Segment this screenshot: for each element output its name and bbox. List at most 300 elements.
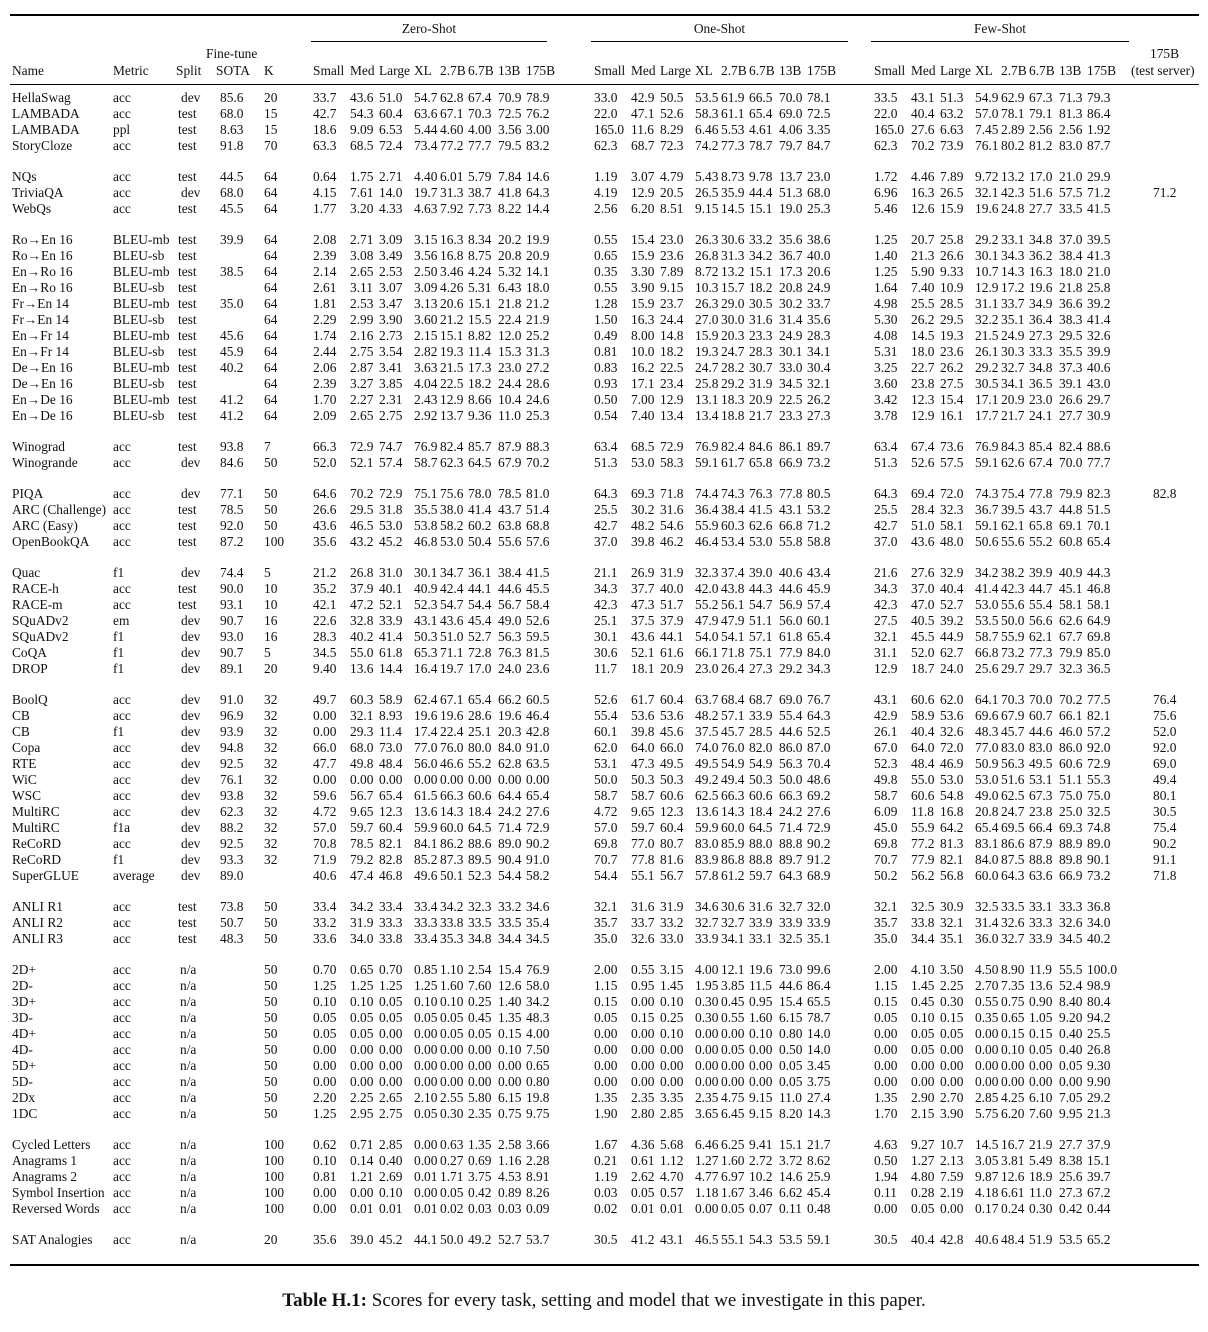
one-shot-small: 53.1 <box>594 756 618 771</box>
zero-shot-small: 0.62 <box>313 1137 337 1152</box>
zero-shot-27b: 16.8 <box>440 248 464 263</box>
few-shot-67b: 24.1 <box>1029 408 1053 423</box>
few-shot-13b: 27.3 <box>1059 1185 1083 1200</box>
split: dev <box>181 486 201 501</box>
k: 50 <box>264 978 278 993</box>
task-name: ARC (Challenge) <box>12 502 107 517</box>
few-shot-xl: 40.6 <box>975 1232 999 1247</box>
few-shot-large: 35.1 <box>940 931 964 946</box>
one-shot-13b: 33.9 <box>779 915 803 930</box>
one-shot-xl: 49.5 <box>695 756 719 771</box>
few-shot-med: 55.9 <box>911 820 935 835</box>
metric: acc <box>113 1201 131 1216</box>
few-shot-67b: 39.9 <box>1029 565 1053 580</box>
few-shot-small: 6.96 <box>874 185 898 200</box>
few-shot-large: 29.5 <box>940 312 964 327</box>
few-shot-27b: 30.3 <box>1001 344 1025 359</box>
k: 64 <box>264 185 278 200</box>
table-row <box>0 1074 1208 1090</box>
one-shot-13b: 3.72 <box>779 1153 803 1168</box>
few-shot-med: 55.0 <box>911 772 935 787</box>
zero-shot-27b: 75.6 <box>440 486 464 501</box>
zero-shot-67b: 11.4 <box>468 344 491 359</box>
few-shot-175b: 85.0 <box>1087 645 1111 660</box>
one-shot-13b: 20.8 <box>779 280 803 295</box>
zero-shot-27b: 7.92 <box>440 201 464 216</box>
one-shot-67b: 0.95 <box>749 994 773 1009</box>
zero-shot-med: 32.1 <box>350 708 374 723</box>
one-shot-13b: 0.05 <box>779 1058 803 1073</box>
zero-shot-27b: 34.7 <box>440 565 464 580</box>
one-shot-xl: 47.9 <box>695 613 719 628</box>
few-shot-large: 26.5 <box>940 185 964 200</box>
test-server-score: 71.2 <box>1153 185 1177 200</box>
one-shot-175b: 90.2 <box>807 836 831 851</box>
one-shot-large: 44.1 <box>660 629 684 644</box>
zero-shot-27b: 87.3 <box>440 852 464 867</box>
few-shot-175b: 36.8 <box>1087 899 1111 914</box>
zero-shot-13b: 64.4 <box>498 788 522 803</box>
one-shot-small: 1.35 <box>594 1090 618 1105</box>
k: 64 <box>264 296 278 311</box>
one-shot-med: 16.2 <box>631 360 655 375</box>
few-shot-27b: 0.15 <box>1001 1026 1025 1041</box>
few-shot-27b: 6.61 <box>1001 1185 1025 1200</box>
one-shot-small: 2.00 <box>594 962 618 977</box>
one-shot-13b: 0.50 <box>779 1042 803 1057</box>
one-shot-med: 0.00 <box>631 1074 655 1089</box>
one-shot-67b: 0.10 <box>749 1026 773 1041</box>
few-shot-27b: 32.7 <box>1001 360 1025 375</box>
zero-shot-13b: 0.10 <box>498 1042 522 1057</box>
few-shot-large: 73.9 <box>940 138 964 153</box>
k: 100 <box>264 1201 285 1216</box>
zero-shot-27b: 46.6 <box>440 756 464 771</box>
few-shot-small: 64.3 <box>874 486 898 501</box>
sota: 93.8 <box>220 439 244 454</box>
metric: acc <box>113 597 131 612</box>
one-shot-67b: 84.6 <box>749 439 773 454</box>
few-shot-175b: 36.5 <box>1087 661 1111 676</box>
col-header-metric: Metric <box>113 63 149 78</box>
few-shot-xl: 32.5 <box>975 899 999 914</box>
one-shot-xl: 48.2 <box>695 708 719 723</box>
one-shot-175b: 64.3 <box>807 708 831 723</box>
task-name: RACE-m <box>12 597 63 612</box>
table-row <box>0 915 1208 931</box>
zero-shot-13b: 52.7 <box>498 1232 522 1247</box>
few-shot-27b: 56.3 <box>1001 756 1025 771</box>
col-header-k: K <box>264 63 274 78</box>
few-shot-med: 26.2 <box>911 312 935 327</box>
zero-shot-small: 0.05 <box>313 1010 337 1025</box>
test-server-score: 30.5 <box>1153 804 1177 819</box>
sota: 48.3 <box>220 931 244 946</box>
one-shot-med: 33.7 <box>631 915 655 930</box>
few-shot-xl: 21.5 <box>975 328 999 343</box>
split: test <box>178 312 197 327</box>
one-shot-67b: 88.8 <box>749 852 773 867</box>
few-shot-27b: 62.5 <box>1001 788 1025 803</box>
zero-shot-175b: 81.5 <box>526 645 550 660</box>
zero-shot-small: 0.00 <box>313 772 337 787</box>
zero-shot-175b: 46.4 <box>526 708 550 723</box>
one-shot-27b: 24.7 <box>721 344 745 359</box>
one-shot-small: 0.55 <box>594 232 618 247</box>
one-shot-67b: 21.7 <box>749 408 773 423</box>
zero-shot-small: 2.61 <box>313 280 337 295</box>
metric: acc <box>113 915 131 930</box>
zero-shot-xl: 2.10 <box>414 1090 438 1105</box>
few-shot-27b: 33.7 <box>1001 296 1025 311</box>
zero-shot-large: 52.1 <box>379 597 403 612</box>
few-shot-small: 5.30 <box>874 312 898 327</box>
few-shot-small: 0.00 <box>874 1074 898 1089</box>
few-shot-large: 16.1 <box>940 408 964 423</box>
few-shot-xl: 0.17 <box>975 1201 999 1216</box>
metric: acc <box>113 534 131 549</box>
one-shot-67b: 33.9 <box>749 708 773 723</box>
few-shot-13b: 89.8 <box>1059 852 1083 867</box>
one-shot-small: 11.7 <box>594 661 617 676</box>
split: test <box>178 169 197 184</box>
one-shot-small: 34.3 <box>594 581 618 596</box>
one-shot-13b: 24.2 <box>779 804 803 819</box>
few-shot-67b: 5.49 <box>1029 1153 1053 1168</box>
one-shot-13b: 19.0 <box>779 201 803 216</box>
one-shot-small: 0.50 <box>594 392 618 407</box>
one-shot-xl: 59.9 <box>695 820 719 835</box>
table-row <box>0 756 1208 772</box>
metric: acc <box>113 899 131 914</box>
zero-shot-175b: 58.0 <box>526 978 550 993</box>
metric: BLEU-sb <box>113 280 165 295</box>
few-shot-27b: 42.3 <box>1001 185 1025 200</box>
few-shot-small: 49.8 <box>874 772 898 787</box>
zero-shot-large: 57.4 <box>379 455 403 470</box>
split: dev <box>181 90 201 105</box>
k: 50 <box>264 931 278 946</box>
one-shot-xl: 0.00 <box>695 1074 719 1089</box>
k: 50 <box>264 486 278 501</box>
few-shot-xl: 17.1 <box>975 392 999 407</box>
one-shot-27b: 0.05 <box>721 1201 745 1216</box>
one-shot-small: 70.7 <box>594 852 618 867</box>
zero-shot-xl: 0.00 <box>414 1074 438 1089</box>
zero-shot-175b: 27.2 <box>526 360 550 375</box>
zero-shot-13b: 4.53 <box>498 1169 522 1184</box>
zero-shot-27b: 82.4 <box>440 439 464 454</box>
zero-shot-med: 79.2 <box>350 852 374 867</box>
zero-shot-small: 22.6 <box>313 613 337 628</box>
few-shot-175b: 69.8 <box>1087 629 1111 644</box>
zero-shot-xl: 4.63 <box>414 201 438 216</box>
one-shot-67b: 4.61 <box>749 122 773 137</box>
few-shot-175b: 55.3 <box>1087 772 1111 787</box>
table-caption <box>0 1290 1208 1312</box>
zero-shot-med: 2.95 <box>350 1106 374 1121</box>
split: n/a <box>180 1201 197 1216</box>
zero-shot-large: 0.00 <box>379 1058 403 1073</box>
few-shot-xl: 31.1 <box>975 296 999 311</box>
zero-shot-175b: 88.3 <box>526 439 550 454</box>
zero-shot-med: 0.00 <box>350 772 374 787</box>
zero-shot-med: 2.65 <box>350 408 374 423</box>
one-shot-27b: 0.00 <box>721 1026 745 1041</box>
col-header-one-large: Large <box>660 63 691 78</box>
bottom-rule <box>10 1264 1199 1266</box>
one-shot-xl: 49.2 <box>695 772 719 787</box>
zero-shot-67b: 3.75 <box>468 1169 492 1184</box>
col-header-zero-175b: 175B <box>526 63 556 78</box>
col-header-zero-67b: 6.7B <box>468 63 494 78</box>
one-shot-large: 46.2 <box>660 534 684 549</box>
task-name: BoolQ <box>12 692 48 707</box>
few-shot-med: 58.9 <box>911 708 935 723</box>
few-shot-13b: 21.0 <box>1059 169 1083 184</box>
one-shot-med: 8.00 <box>631 328 655 343</box>
few-shot-xl: 12.9 <box>975 280 999 295</box>
one-shot-175b: 68.9 <box>807 868 831 883</box>
zero-shot-small: 4.72 <box>313 804 337 819</box>
few-shot-27b: 24.8 <box>1001 201 1025 216</box>
zero-shot-large: 61.8 <box>379 645 403 660</box>
split: n/a <box>180 994 197 1009</box>
zero-shot-13b: 84.0 <box>498 740 522 755</box>
zero-shot-27b: 19.6 <box>440 708 464 723</box>
zero-shot-13b: 90.4 <box>498 852 522 867</box>
one-shot-large: 0.10 <box>660 994 684 1009</box>
zero-shot-small: 2.44 <box>313 344 337 359</box>
zero-shot-small: 18.6 <box>313 122 337 137</box>
few-shot-175b: 29.9 <box>1087 169 1111 184</box>
few-shot-13b: 46.0 <box>1059 724 1083 739</box>
zero-shot-large: 51.0 <box>379 90 403 105</box>
few-shot-67b: 0.30 <box>1029 1201 1053 1216</box>
one-shot-xl: 74.4 <box>695 486 719 501</box>
one-shot-large: 80.7 <box>660 836 684 851</box>
one-shot-27b: 71.8 <box>721 645 745 660</box>
test-server-score: 76.4 <box>1153 692 1177 707</box>
few-shot-xl: 19.6 <box>975 201 999 216</box>
one-shot-xl: 4.00 <box>695 962 719 977</box>
one-shot-small: 69.8 <box>594 836 618 851</box>
zero-shot-large: 31.8 <box>379 502 403 517</box>
task-name: ANLI R3 <box>12 931 63 946</box>
one-shot-175b: 52.5 <box>807 724 831 739</box>
zero-shot-med: 68.5 <box>350 138 374 153</box>
split: dev <box>181 724 201 739</box>
one-shot-67b: 88.0 <box>749 836 773 851</box>
one-shot-small: 57.0 <box>594 820 618 835</box>
one-shot-175b: 32.1 <box>807 376 831 391</box>
one-shot-small: 0.55 <box>594 280 618 295</box>
task-name: 1DC <box>12 1106 38 1121</box>
few-shot-large: 25.8 <box>940 232 964 247</box>
zero-shot-13b: 10.4 <box>498 392 522 407</box>
zero-shot-13b: 15.4 <box>498 962 522 977</box>
zero-shot-27b: 62.8 <box>440 90 464 105</box>
zero-shot-small: 47.7 <box>313 756 337 771</box>
zero-shot-175b: 20.9 <box>526 248 550 263</box>
zero-shot-67b: 0.25 <box>468 994 492 1009</box>
few-shot-175b: 1.92 <box>1087 122 1111 137</box>
test-server-score: 82.8 <box>1153 486 1177 501</box>
few-shot-13b: 26.6 <box>1059 392 1083 407</box>
split: dev <box>181 565 201 580</box>
zero-shot-xl: 59.9 <box>414 820 438 835</box>
one-shot-13b: 40.6 <box>779 565 803 580</box>
few-shot-small: 32.1 <box>874 899 898 914</box>
one-shot-27b: 60.3 <box>721 518 745 533</box>
col-header-zero-small: Small <box>313 63 345 78</box>
table-row <box>0 724 1208 740</box>
one-shot-med: 39.8 <box>631 534 655 549</box>
zero-shot-67b: 67.4 <box>468 90 492 105</box>
few-shot-xl: 53.0 <box>975 772 999 787</box>
one-shot-67b: 31.9 <box>749 376 773 391</box>
one-shot-xl: 26.3 <box>695 296 719 311</box>
col-header-zero-13b: 13B <box>498 63 521 78</box>
one-shot-175b: 57.4 <box>807 597 831 612</box>
few-shot-large: 2.19 <box>940 1185 964 1200</box>
task-name: 5D+ <box>12 1058 36 1073</box>
few-shot-67b: 17.0 <box>1029 169 1053 184</box>
k: 50 <box>264 1026 278 1041</box>
few-shot-67b: 36.2 <box>1029 248 1053 263</box>
zero-shot-large: 40.1 <box>379 581 403 596</box>
few-shot-67b: 55.2 <box>1029 534 1053 549</box>
table-row <box>0 122 1208 138</box>
one-shot-xl: 46.4 <box>695 534 719 549</box>
zero-shot-13b: 12.6 <box>498 978 522 993</box>
one-shot-small: 62.0 <box>594 740 618 755</box>
zero-shot-175b: 34.6 <box>526 899 550 914</box>
test-server-score: 75.6 <box>1153 708 1177 723</box>
few-shot-175b: 74.8 <box>1087 820 1111 835</box>
few-shot-175b: 98.9 <box>1087 978 1111 993</box>
one-shot-175b: 33.7 <box>807 296 831 311</box>
zero-shot-small: 0.10 <box>313 1153 337 1168</box>
one-shot-xl: 8.72 <box>695 264 719 279</box>
table-row <box>0 296 1208 312</box>
few-shot-small: 37.0 <box>874 534 898 549</box>
few-shot-27b: 75.4 <box>1001 486 1025 501</box>
zero-shot-27b: 1.10 <box>440 962 464 977</box>
one-shot-xl: 19.3 <box>695 344 719 359</box>
zero-shot-small: 2.08 <box>313 232 337 247</box>
few-shot-small: 1.25 <box>874 264 898 279</box>
zero-shot-175b: 4.00 <box>526 1026 550 1041</box>
few-shot-small: 4.63 <box>874 1137 898 1152</box>
metric: acc <box>113 169 131 184</box>
zero-shot-13b: 19.6 <box>498 708 522 723</box>
task-name: WiC <box>12 772 37 787</box>
zero-shot-67b: 15.1 <box>468 296 492 311</box>
split: test <box>178 899 197 914</box>
one-shot-13b: 35.6 <box>779 232 803 247</box>
zero-shot-67b: 25.1 <box>468 724 492 739</box>
few-shot-175b: 88.6 <box>1087 439 1111 454</box>
few-shot-med: 51.0 <box>911 518 935 533</box>
few-shot-27b: 80.2 <box>1001 138 1025 153</box>
few-shot-large: 15.9 <box>940 201 964 216</box>
zero-shot-xl: 33.3 <box>414 915 438 930</box>
few-shot-med: 9.27 <box>911 1137 935 1152</box>
few-shot-13b: 25.0 <box>1059 804 1083 819</box>
few-shot-27b: 32.7 <box>1001 931 1025 946</box>
few-shot-175b: 32.5 <box>1087 804 1111 819</box>
zero-shot-27b: 34.2 <box>440 899 464 914</box>
table-row <box>0 138 1208 154</box>
one-shot-large: 53.6 <box>660 708 684 723</box>
few-shot-large: 10.7 <box>940 1137 964 1152</box>
one-shot-67b: 33.2 <box>749 232 773 247</box>
few-shot-13b: 39.1 <box>1059 376 1083 391</box>
one-shot-67b: 9.15 <box>749 1106 773 1121</box>
zero-shot-67b: 88.6 <box>468 836 492 851</box>
one-shot-xl: 27.0 <box>695 312 719 327</box>
few-shot-67b: 29.7 <box>1029 661 1053 676</box>
table-row <box>0 106 1208 122</box>
zero-shot-large: 2.75 <box>379 1106 403 1121</box>
one-shot-large: 2.85 <box>660 1106 684 1121</box>
zero-shot-xl: 62.4 <box>414 692 438 707</box>
few-shot-13b: 53.5 <box>1059 1232 1083 1247</box>
sota: 44.5 <box>220 169 244 184</box>
metric: f1 <box>113 852 125 867</box>
split: test <box>178 534 197 549</box>
k: 50 <box>264 1058 278 1073</box>
few-shot-13b: 44.8 <box>1059 502 1083 517</box>
one-shot-med: 3.30 <box>631 264 655 279</box>
table-row <box>0 820 1208 836</box>
zero-shot-175b: 7.50 <box>526 1042 550 1057</box>
zero-shot-175b: 25.2 <box>526 328 550 343</box>
zero-shot-67b: 65.4 <box>468 692 492 707</box>
zero-shot-27b: 15.1 <box>440 328 464 343</box>
one-shot-large: 8.29 <box>660 122 684 137</box>
one-shot-175b: 27.3 <box>807 408 831 423</box>
zero-shot-med: 0.05 <box>350 1026 374 1041</box>
zero-shot-small: 35.6 <box>313 1232 337 1247</box>
zero-shot-small: 9.40 <box>313 661 337 676</box>
one-shot-67b: 23.3 <box>749 328 773 343</box>
zero-shot-large: 72.9 <box>379 486 403 501</box>
metric: acc <box>113 185 131 200</box>
one-shot-small: 1.15 <box>594 978 618 993</box>
one-shot-xl: 4.77 <box>695 1169 719 1184</box>
zero-shot-xl: 76.9 <box>414 439 438 454</box>
few-shot-xl: 4.18 <box>975 1185 999 1200</box>
task-name: ReCoRD <box>12 852 62 867</box>
zero-shot-27b: 62.3 <box>440 455 464 470</box>
one-shot-small: 165.0 <box>594 122 625 137</box>
one-shot-large: 81.6 <box>660 852 684 867</box>
zero-shot-xl: 33.4 <box>414 899 438 914</box>
metric: acc <box>113 1153 131 1168</box>
metric: acc <box>113 1010 131 1025</box>
zero-shot-27b: 21.5 <box>440 360 464 375</box>
few-shot-large: 9.33 <box>940 264 964 279</box>
few-shot-med: 67.4 <box>911 439 935 454</box>
split: dev <box>181 756 201 771</box>
zero-shot-small: 70.8 <box>313 836 337 851</box>
one-shot-med: 0.61 <box>631 1153 655 1168</box>
zero-shot-13b: 22.4 <box>498 312 522 327</box>
few-shot-67b: 33.9 <box>1029 931 1053 946</box>
k: 100 <box>264 1137 285 1152</box>
